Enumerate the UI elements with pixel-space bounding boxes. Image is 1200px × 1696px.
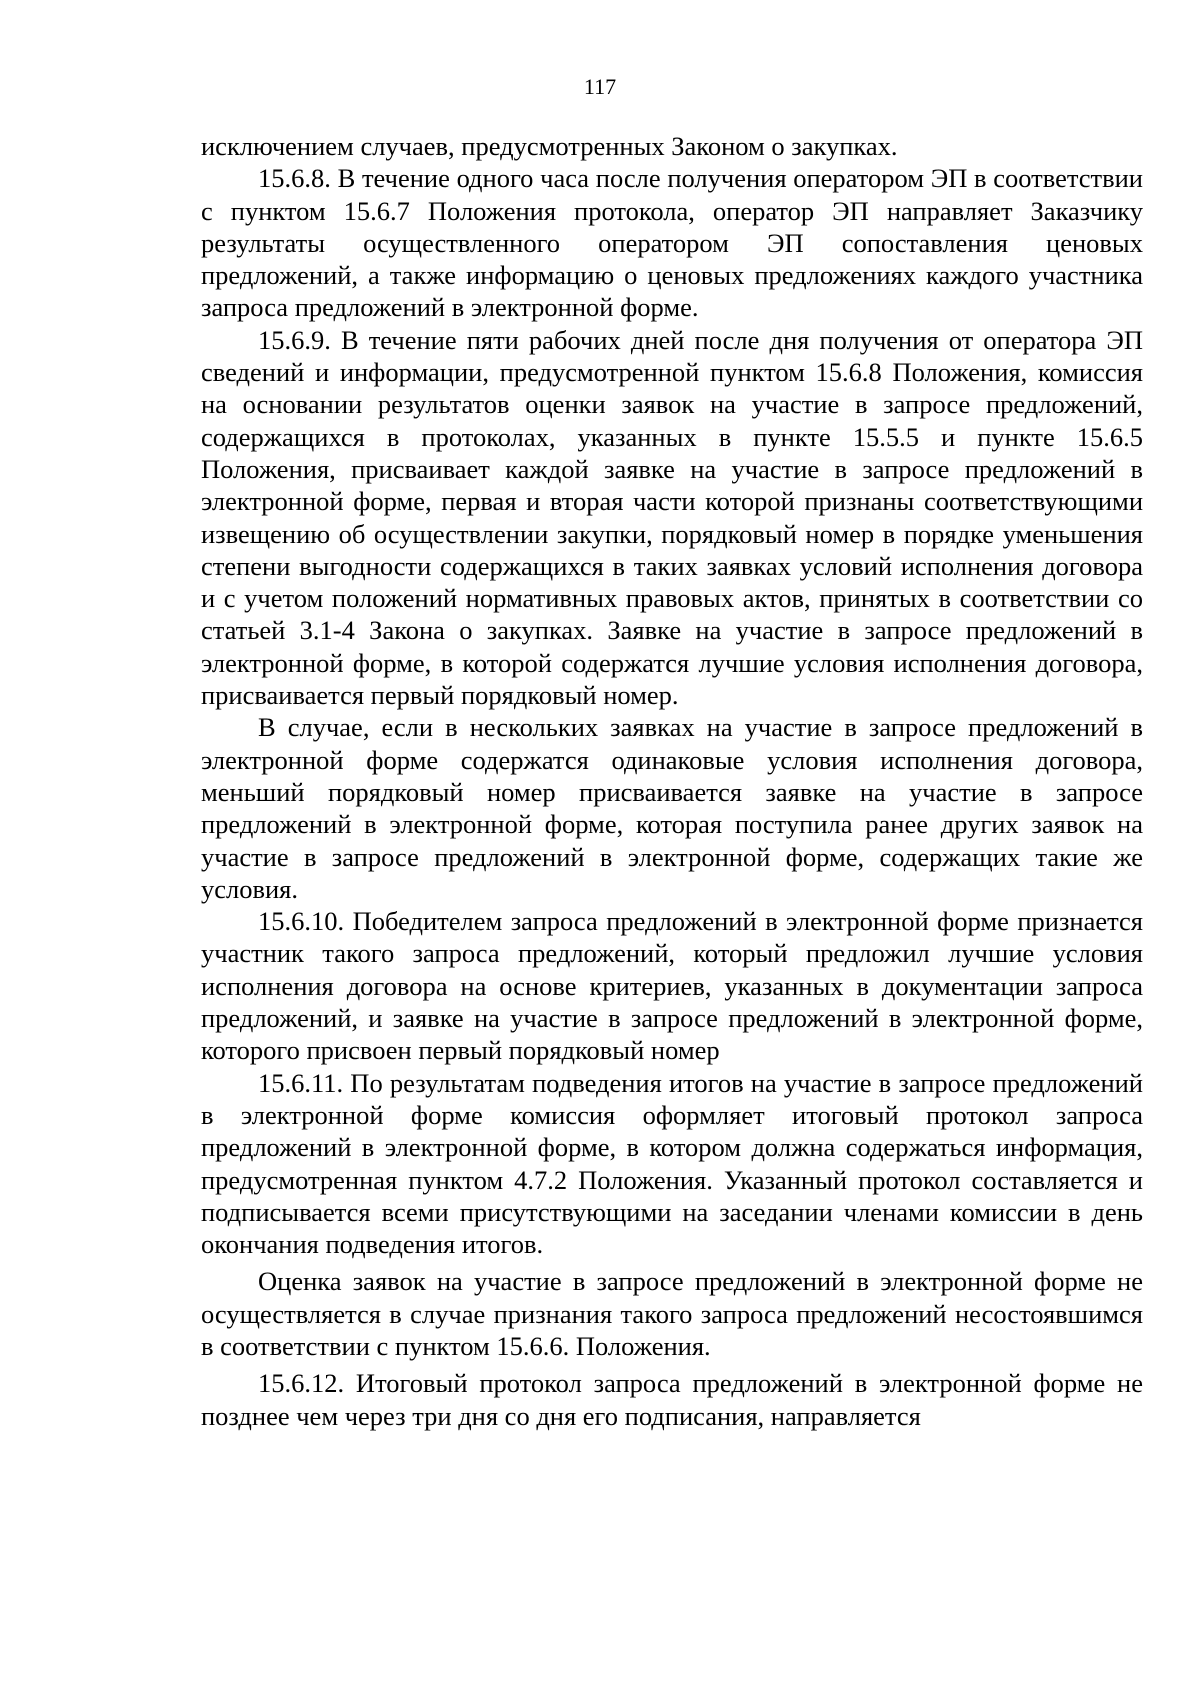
paragraph-continuation: исключением случаев, предусмотренных Законом о закупках. xyxy=(201,131,898,161)
paragraph-evaluation: Оценка заявок на участие в запросе предложений в электронной форме не осуществляется в случае признания такого запроса предложений несостоявшимся в соответствии с пунктом 15.6.6. Положения. xyxy=(201,1266,1143,1361)
paragraph-15-6-10: 15.6.10. Победителем запроса предложений в электронной форме признается участник такого запроса предложений, который предложил лучшие условия исполнения договора на основе критериев, указанных в документации запроса предложений, и заявке на участие в запросе предложений в электронной форме, которого присвоен первый порядковый номер xyxy=(201,906,1143,1066)
paragraph-15-6-8: 15.6.8. В течение одного часа после получения оператором ЭП в соответствии с пунктом 15.6.7 Положения протокола, оператор ЭП направляет Заказчику результаты осуществленного оператором ЭП сопоставления ценовых предложений, а также информацию о ценовых предложениях каждого участника запроса предложений в электронной форме. xyxy=(201,163,1143,323)
paragraph-equal-conditions: В случае, если в нескольких заявках на участие в запросе предложений в электронной форме содержатся одинаковые условия исполнения договора, меньший порядковый номер присваивается заявке на участие в запросе предложений в электронной форме, которая поступила ранее других заявок на участие в запросе предложений в электронной форме, содержащих такие же условия. xyxy=(201,712,1143,904)
paragraph-15-6-9: 15.6.9. В течение пяти рабочих дней после дня получения от оператора ЭП сведений и информации, предусмотренной пунктом 15.6.8 Положения, комиссия на основании результатов оценки заявок на участие в запросе предложений, содержащихся в протоколах, указанных в пункте 15.5.5 и пункте 15.6.5 Положения, присваивает каждой заявке на участие в запросе предложений в электронной форме, первая и вторая части которой признаны соответствующими извещению об осуществлении закупки, порядковый номер в порядке уменьшения степени выгодности содержащихся в таких заявках условий исполнения договора и с учетом положений нормативных правовых актов, принятых в соответствии со статьей 3.1-4 Закона о закупках. Заявке на участие в запросе предложений в электронной форме, в которой содержатся лучшие условия исполнения договора, присваивается первый порядковый номер. xyxy=(201,324,1143,711)
paragraph-15-6-12: 15.6.12. Итоговый протокол запроса предложений в электронной форме не позднее чем через три дня со дня его подписания, направляется xyxy=(201,1368,1143,1431)
page-number: 117 xyxy=(583,74,617,99)
document-text xyxy=(201,130,1143,1432)
paragraph-15-6-11: 15.6.11. По результатам подведения итогов на участие в запросе предложений в электронной форме комиссия оформляет итоговый протокол запроса предложений в электронной форме, в котором должна содержаться информация, предусмотренная пунктом 4.7.2 Положения. Указанный протокол составляется и подписывается всеми присутствующими на заседании членами комиссии в день окончания подведения итогов. xyxy=(201,1067,1143,1260)
